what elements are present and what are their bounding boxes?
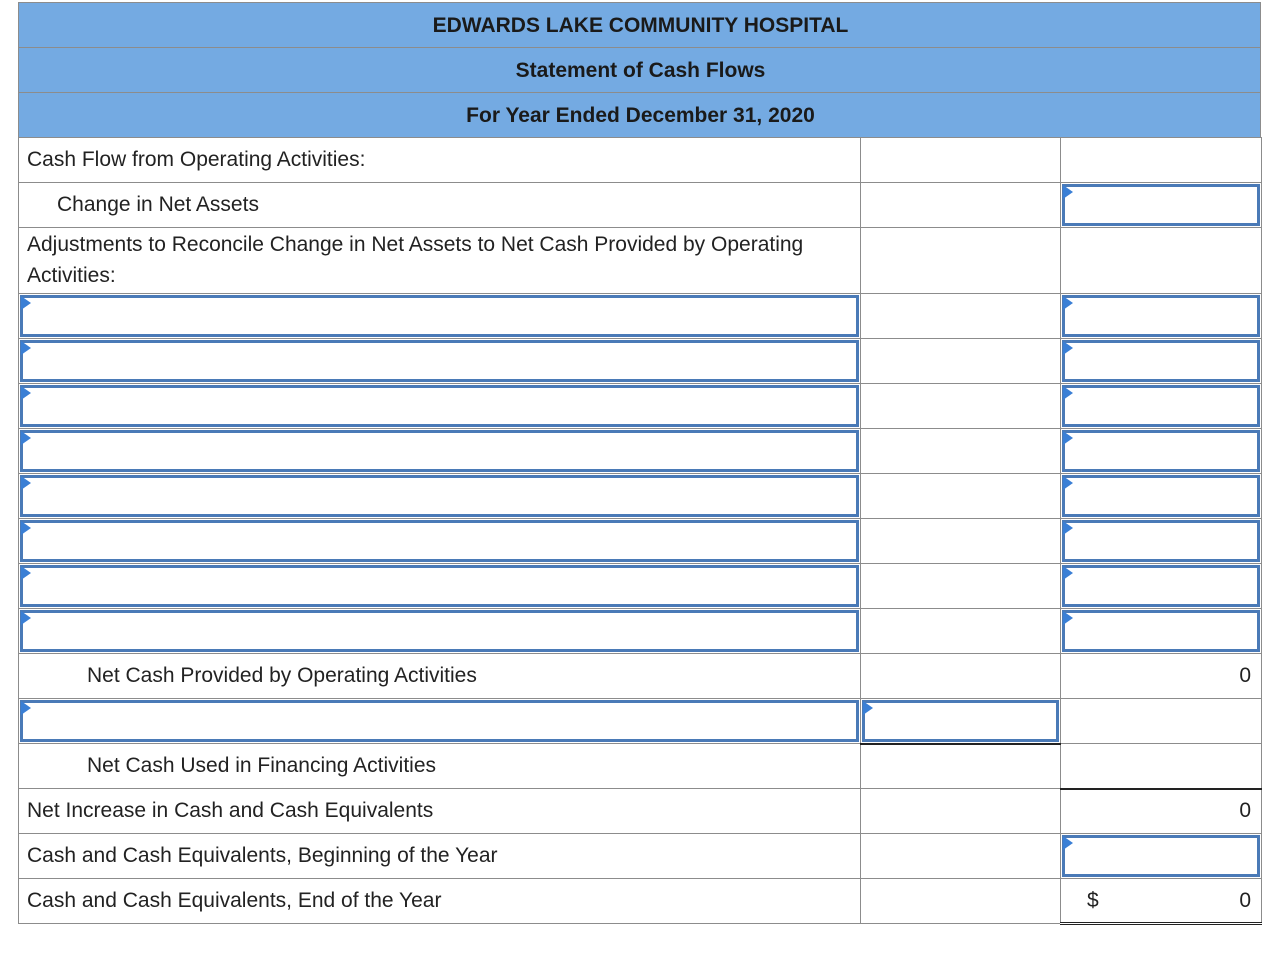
net-cash-operating-value: 0 [1061, 654, 1262, 699]
empty-cell [861, 339, 1061, 384]
empty-cell [861, 519, 1061, 564]
financing-label-input[interactable] [20, 700, 859, 742]
cash-beginning-cell [1061, 834, 1262, 879]
adjustment-label-input[interactable] [20, 430, 859, 472]
cash-end-cell [1061, 879, 1262, 924]
empty-cell [861, 879, 1061, 924]
table-row [19, 138, 1262, 183]
statement-period: For Year Ended December 31, 2020 [466, 104, 815, 127]
net-cash-operating-label: Net Cash Provided by Operating Activities [19, 654, 861, 699]
cash-end-value: 0 [1239, 888, 1251, 912]
empty-cell [861, 474, 1061, 519]
net-increase-value: 0 [1061, 789, 1262, 834]
table-row [19, 834, 1262, 879]
adjustment-amount-input[interactable] [1062, 385, 1260, 427]
financing-amount-input[interactable] [862, 700, 1059, 742]
adjustment-label-cell [19, 429, 861, 474]
empty-cell [861, 654, 1061, 699]
adjustment-amount-input[interactable] [1062, 475, 1260, 517]
table-row [19, 879, 1262, 924]
adjustment-label-cell [19, 474, 861, 519]
adjustment-row [19, 564, 1262, 609]
adjustment-label-input[interactable] [20, 295, 859, 337]
cash-beginning-input[interactable] [1062, 835, 1260, 877]
empty-cell [861, 429, 1061, 474]
net-cash-financing-label: Net Cash Used in Financing Activities [19, 744, 861, 789]
adjustment-amount-input[interactable] [1062, 295, 1260, 337]
change-net-assets-cell [1061, 183, 1262, 228]
adjustment-label-input[interactable] [20, 520, 859, 562]
adjustment-label-input[interactable] [20, 340, 859, 382]
adjustment-amount-cell [1061, 609, 1262, 654]
empty-cell [861, 744, 1061, 789]
adjustment-amount-cell [1061, 339, 1262, 384]
adjustment-amount-cell [1061, 294, 1262, 339]
change-net-assets-label: Change in Net Assets [19, 183, 861, 228]
financing-label-cell [19, 699, 861, 744]
adjustments-heading: Adjustments to Reconcile Change in Net Assets to Net Cash Provided by Operating Activities: [19, 228, 861, 294]
empty-cell [861, 384, 1061, 429]
operating-heading: Cash Flow from Operating Activities: [19, 138, 861, 183]
adjustment-amount-cell [1061, 564, 1262, 609]
empty-cell [1061, 138, 1262, 183]
adjustment-amount-cell [1061, 519, 1262, 564]
empty-cell [861, 789, 1061, 834]
cash-beginning-label: Cash and Cash Equivalents, Beginning of the Year [19, 834, 861, 879]
currency-symbol: $ [1087, 889, 1099, 912]
empty-cell [861, 294, 1061, 339]
adjustment-label-input[interactable] [20, 385, 859, 427]
adjustment-amount-cell [1061, 474, 1262, 519]
adjustment-amount-input[interactable] [1062, 565, 1260, 607]
adjustment-label-cell [19, 519, 861, 564]
adjustment-label-cell [19, 384, 861, 429]
empty-cell [861, 183, 1061, 228]
financing-amount-cell [861, 699, 1061, 744]
statement-title: Statement of Cash Flows [515, 59, 766, 82]
statement-title-header [18, 47, 1261, 92]
adjustment-row [19, 474, 1262, 519]
cash-flow-statement [18, 2, 1261, 925]
table-row [19, 789, 1262, 834]
entity-name: EDWARDS LAKE COMMUNITY HOSPITAL [432, 14, 849, 37]
financing-row [19, 699, 1262, 744]
table-row [19, 654, 1262, 699]
empty-cell [1061, 744, 1262, 789]
empty-cell [1061, 228, 1262, 294]
period-header [18, 92, 1261, 137]
adjustment-label-cell [19, 564, 861, 609]
adjustment-amount-cell [1061, 384, 1262, 429]
net-increase-label: Net Increase in Cash and Cash Equivalents [19, 789, 861, 834]
cash-end-label: Cash and Cash Equivalents, End of the Year [19, 879, 861, 924]
adjustment-amount-input[interactable] [1062, 520, 1260, 562]
adjustment-row [19, 609, 1262, 654]
adjustment-row [19, 384, 1262, 429]
statement-table [18, 137, 1262, 925]
adjustment-label-input[interactable] [20, 565, 859, 607]
adjustment-row [19, 429, 1262, 474]
empty-cell [1061, 699, 1262, 744]
adjustment-row [19, 294, 1262, 339]
adjustment-label-input[interactable] [20, 475, 859, 517]
adjustment-amount-input[interactable] [1062, 430, 1260, 472]
empty-cell [861, 228, 1061, 294]
adjustment-amount-input[interactable] [1062, 340, 1260, 382]
table-row [19, 744, 1262, 789]
empty-cell [861, 834, 1061, 879]
adjustment-label-input[interactable] [20, 610, 859, 652]
adjustment-label-cell [19, 294, 861, 339]
adjustment-label-cell [19, 339, 861, 384]
entity-name-header [18, 2, 1261, 47]
table-row [19, 228, 1262, 294]
adjustment-amount-input[interactable] [1062, 610, 1260, 652]
empty-cell [861, 564, 1061, 609]
adjustment-label-cell [19, 609, 861, 654]
adjustment-row [19, 339, 1262, 384]
adjustment-amount-cell [1061, 429, 1262, 474]
empty-cell [861, 609, 1061, 654]
change-net-assets-input[interactable] [1062, 184, 1260, 226]
adjustment-row [19, 519, 1262, 564]
table-row [19, 183, 1262, 228]
empty-cell [861, 138, 1061, 183]
